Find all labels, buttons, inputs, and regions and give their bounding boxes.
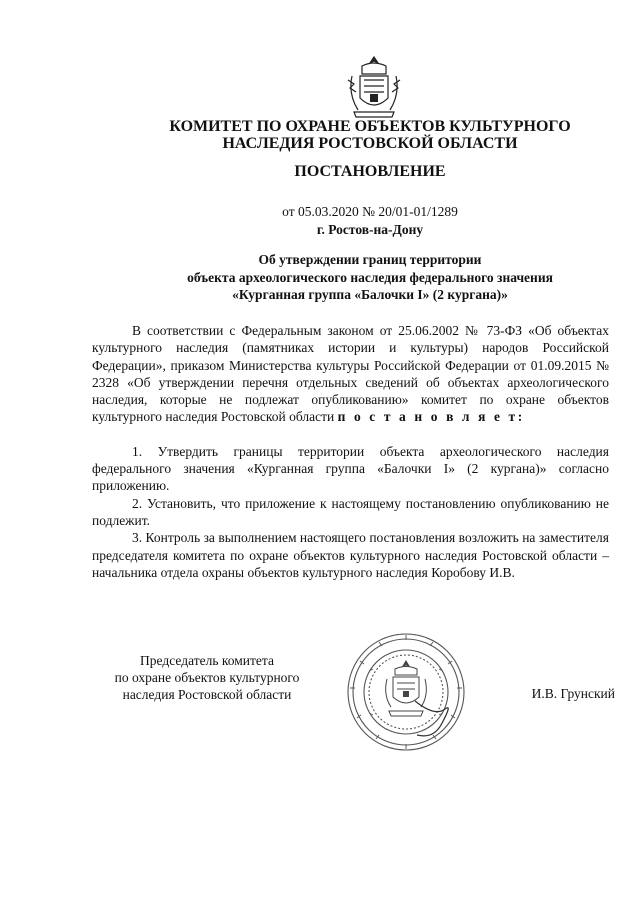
item-3-paragraph: 3. Контроль за выполнением настоящего постановления возложить на заместителя председателя комитета по охране объектов культурного наследия Ростовской области – начальника отдела охраны объектов культурного наследия Коробову И.В. bbox=[92, 530, 609, 580]
committee-name-line1: КОМИТЕТ ПО ОХРАНЕ ОБЪЕКТОВ КУЛЬТУРНОГО bbox=[169, 118, 571, 135]
item-2-paragraph: 2. Установить, что приложение к настоящему постановлению опубликованию не подлежит. bbox=[92, 495, 609, 528]
document-type-title: ПОСТАНОВЛЕНИЕ bbox=[294, 163, 446, 180]
subject-line2: объекта археологического наследия федерального значения bbox=[187, 269, 553, 285]
committee-header bbox=[120, 118, 620, 152]
resolves-word: п о с т а н о в л я е т: bbox=[337, 409, 525, 425]
preamble-text: В соответствии с Федеральным законом от 25.06.2002 № 73-ФЗ «Об объектах культурного наследия (памятниках истории и культуры) народов Российской Федерации», приказом Министерства культуры Российской Федерации от 01.09.2015 № 2328 «Об утверждении перечня отдельных сведений об объектах археологического наследия, которые не подлежат опубликованию» комитет по охране объектов культурного наследия Ростовской области bbox=[92, 323, 609, 425]
document-city: г. Ростов-на-Дону bbox=[316, 222, 424, 237]
position-line1: Председатель комитета bbox=[140, 653, 274, 668]
subject-line1: Об утверждении границ территории bbox=[258, 252, 482, 267]
document-subject bbox=[120, 251, 620, 304]
document-body bbox=[92, 322, 609, 581]
position-line3: наследия Ростовской области bbox=[122, 687, 292, 702]
signatory-position bbox=[92, 652, 322, 703]
item-1-paragraph: 1. Утвердить границы территории объекта археологического наследия федерального значения «Курганная группа «Балочки I» (2 кургана)» согласно приложению. bbox=[92, 443, 609, 494]
document-date-number: от 05.03.2020 № 20/01-01/1289 bbox=[282, 204, 458, 219]
position-line2: по охране объектов культурного bbox=[114, 670, 300, 685]
coat-of-arms-emblem bbox=[344, 54, 404, 120]
committee-name-line2: НАСЛЕДИЯ РОСТОВСКОЙ ОБЛАСТИ bbox=[222, 135, 518, 152]
official-seal-stamp bbox=[345, 631, 467, 753]
subject-line3: «Курганная группа «Балочки I» (2 кургана)» bbox=[232, 287, 508, 302]
signatory-name: И.В. Грунский bbox=[531, 686, 615, 701]
preamble-paragraph bbox=[92, 322, 609, 426]
